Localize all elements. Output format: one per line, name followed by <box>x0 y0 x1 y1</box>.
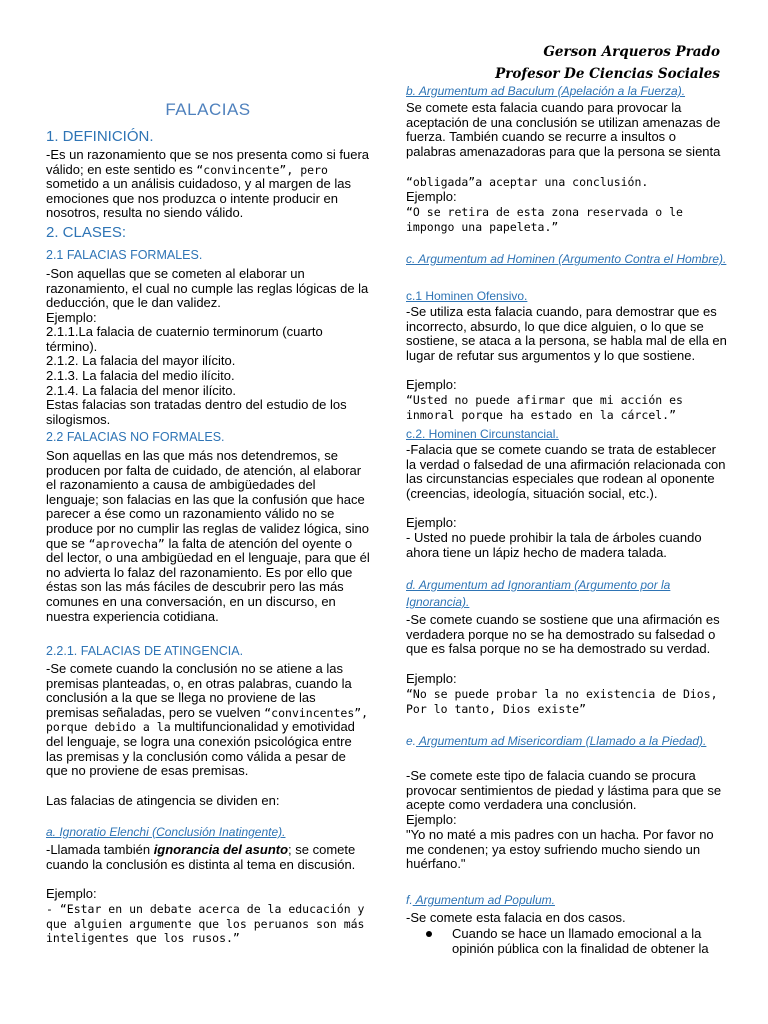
fallacy-f-letter: f. <box>406 893 413 907</box>
formales-example-label: Ejemplo: <box>46 310 97 325</box>
heading-atingencia: 2.2.1. FALACIAS DE ATINGENCIA. <box>46 644 244 658</box>
no-formales-quote: “aprovecha” <box>88 536 165 551</box>
formales-text: -Son aquellas que se cometen al elaborar un razonamiento, el cual no cumple las reglas lógicas de la deducción, que le dan validez. <box>46 266 369 311</box>
fallacy-a-heading[interactable]: a. Ignoratio Elenchi (Conclusión Inatingente). <box>46 825 286 839</box>
atingencia-text-end: multifuncionalidad y emotividad del lenguaje, se logra una conexión psicológica entre las premisas y la conclusión como válida a pesar de que no proviene de esas premisas. <box>46 719 355 779</box>
fallacy-c-heading[interactable]: c. Argumentum ad Hominen (Argumento Contra el Hombre). <box>406 252 727 266</box>
fallacy-d-text: -Se comete cuando se sostiene que una afirmación es verdadera porque no se ha demostrado su falsedad o que es falsa porque no se ha demostrado su verdad. <box>406 612 720 657</box>
fallacy-b-example: “O se retira de esta zona reservada o le impongo una papeleta.” <box>406 205 683 234</box>
fallacy-e-example: "Yo no maté a mis padres con un hacha. Por favor no me condenen; ya estoy sufriendo mucho siendo un huérfano." <box>406 827 714 872</box>
no-formales-text-start: Son aquellas en las que más nos detendremos, se producen por falta de cuidado, de atención, al elaborar el razonamiento a causa de ambigüedades del lenguaje; son falacias en las que la confusión que hace parecer a ése como un razonamiento válido no se produce por no cumplir las reglas de validez lógica, sino que se <box>46 448 370 551</box>
fallacy-e-heading[interactable] <box>406 733 728 750</box>
fallacy-a-example-label: Ejemplo: <box>46 886 97 901</box>
formales-item: 2.1.4. La falacia del menor ilícito. <box>46 383 237 398</box>
fallacy-d-heading[interactable]: d. Argumentum ad Ignorantiam (Argumento por la Ignorancia). <box>406 578 671 609</box>
fallacy-d-example: “No se puede probar la no existencia de Dios, Por lo tanto, Dios existe” <box>406 687 718 716</box>
definicion-quote: “convincente”, pero <box>196 162 328 177</box>
definicion-text-end: sometido a un análisis cuidadoso, y al margen de las emociones que nos produzca o intente producir en nosotros, resulta no siendo válido. <box>46 176 351 221</box>
atingencia-closing: Las falacias de atingencia se dividen en: <box>46 793 280 808</box>
fallacy-c2-example-label: Ejemplo: <box>406 515 457 530</box>
atingencia-text <box>46 662 370 779</box>
fallacy-b-text: Se comete esta falacia cuando para provocar la aceptación de una conclusión se utilizan amenazas de fuerza. También cuando se recurre a insultos o palabras amenazadoras para que la persona se sienta <box>406 100 721 159</box>
definicion-text <box>46 148 370 221</box>
fallacy-e-text: -Se comete este tipo de falacia cuando se procura provocar sentimientos de piedad y lástima para que se acepte como verdadera una conclusión. <box>406 768 722 813</box>
fallacy-a-text-post: ; se comete cuando la conclusión es distinta al tema en discusión. <box>46 842 356 872</box>
page-title: FALACIAS <box>165 100 251 119</box>
heading-definicion: 1. DEFINICIÓN. <box>46 128 154 145</box>
heading-formales: 2.1 FALACIAS FORMALES. <box>46 248 203 262</box>
fallacy-b-example-label: Ejemplo: <box>406 189 457 204</box>
formales-item: 2.1.3. La falacia del medio ilícito. <box>46 368 235 383</box>
fallacy-c1-text: -Se utiliza esta falacia cuando, para demostrar que es incorrecto, absurdo, lo que dice alguien, o lo que se sostiene, se ataca a la persona, se habla mal de ella en lugar de refutar sus argumentos y lo que sostiene. <box>406 304 727 363</box>
fallacy-e-example-label: Ejemplo: <box>406 812 457 827</box>
no-formales-text-end: la falta de atención del oyente o del lector, o una ambigüedad en el lenguaje, para que él no advierta lo falaz del razonamiento. Es por ello que éstas son las más fáciles de descubrir pero las más comunes en una conversación, en un discurso, en nuestra experiencia cotidiana. <box>46 535 370 624</box>
fallacy-f-list <box>406 927 728 956</box>
no-formales-text <box>46 449 370 624</box>
fallacy-f-title: Argumentum ad Populum. <box>415 893 555 907</box>
formales-closing: Estas falacias son tratadas dentro del estudio de los silogismos. <box>46 397 347 427</box>
bullet-icon <box>426 931 432 937</box>
fallacy-c1-example-label: Ejemplo: <box>406 377 457 392</box>
fallacy-a-text <box>46 843 370 872</box>
fallacy-a-text-bold: ignorancia del asunto <box>153 842 289 857</box>
formales-item: 2.1.1.La falacia de cuaternio terminorum (cuarto término). <box>46 324 323 354</box>
fallacy-e-title: Argumentum ad Misericordiam (Llamado a la Piedad). <box>418 734 707 748</box>
fallacy-b-heading[interactable]: b. Argumentum ad Baculum (Apelación a la Fuerza). <box>406 84 686 98</box>
heading-no-formales: 2.2 FALACIAS NO FORMALES. <box>46 430 225 444</box>
list-item <box>406 927 728 956</box>
fallacy-f-bullet-text: Cuando se hace un llamado emocional a la opinión pública con la finalidad de obtener la <box>452 926 709 956</box>
fallacy-a-text-pre: -Llamada también <box>46 842 151 857</box>
fallacy-f-heading[interactable] <box>406 892 728 909</box>
fallacy-c1-example: “Usted no puede afirmar que mi acción es inmoral porque ha estado en la cárcel.” <box>406 393 683 422</box>
author-role: Profesor De Ciencias Sociales <box>495 66 720 82</box>
fallacy-a-example: - “Estar en un debate acerca de la educación y que alguien argumente que los peruanos son más inteligentes que los rusos.” <box>46 902 365 946</box>
fallacy-c1-heading[interactable]: c.1 Hominen Ofensivo. <box>406 289 528 303</box>
author-name: Gerson Arqueros Prado <box>543 44 720 60</box>
fallacy-c2-text: -Falacia que se comete cuando se trata de establecer la verdad o falsedad de una afirmación relacionada con las circunstancias especiales que rodean al oponente (creencias, ideología, situación social, etc.). <box>406 442 726 501</box>
formales-item: 2.1.2. La falacia del mayor ilícito. <box>46 353 236 368</box>
fallacy-b-quote: “obligada”a aceptar una conclusión. <box>406 175 649 189</box>
fallacy-c2-heading[interactable]: c.2. Hominen Circunstancial. <box>406 427 559 441</box>
fallacy-e-letter: e. <box>406 734 417 748</box>
fallacy-d-example-label: Ejemplo: <box>406 671 457 686</box>
atingencia-quote: “convincentes”, porque debido a la <box>46 705 369 735</box>
atingencia-text-start: -Se comete cuando la conclusión no se atiene a las premisas planteadas, o, en otras palabras, cuando la conclusión a la que se llega no proviene de las premisas señaladas, pero se vuelven <box>46 661 352 720</box>
definicion-text-start: -Es un razonamiento que se nos presenta como si fuera válido; en este sentido es <box>46 147 370 177</box>
fallacy-c2-example: - Usted no puede prohibir la tala de árboles cuando ahora tiene un lápiz hecho de madera talada. <box>406 530 702 560</box>
fallacy-f-text: -Se comete esta falacia en dos casos. <box>406 910 626 925</box>
heading-clases: 2. CLASES: <box>46 224 127 241</box>
